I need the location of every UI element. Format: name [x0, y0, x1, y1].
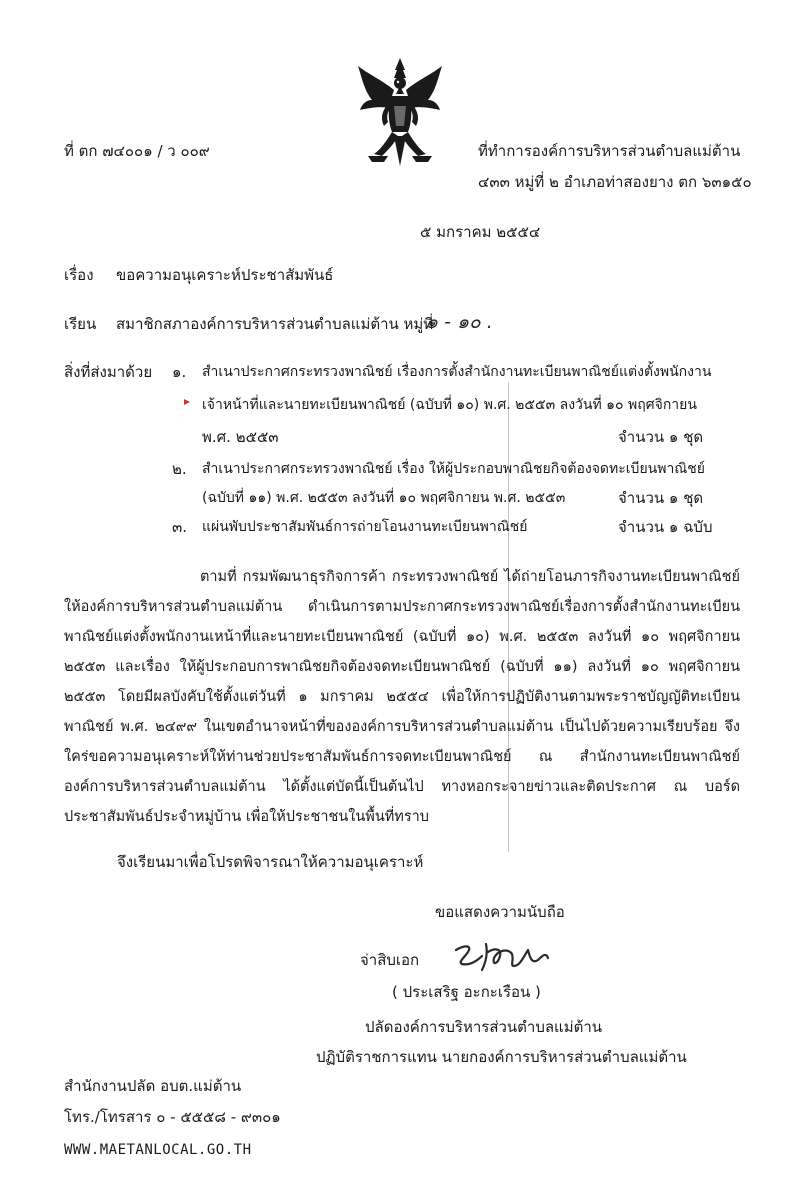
enclosure-1-quantity: จำนวน ๑ ชุด [618, 428, 704, 446]
body-paragraph [64, 562, 740, 832]
org-address-line-1: ที่ทำการองค์การบริหารส่วนตำบลแม่ต้าน [478, 142, 741, 160]
enclosure-3-quantity: จำนวน ๑ ฉบับ [618, 518, 713, 536]
enclosure-1-line-1: สำเนาประกาศกระทรวงพาณิชย์ เรื่องการตั้งสำนักงานทะเบียนพาณิชย์แต่งตั้งพนักงาน [202, 364, 712, 380]
signer-rank: จ่าสิบเอก [360, 951, 420, 969]
footer-website: WWW.MAETANLOCAL.GO.TH [64, 1142, 252, 1158]
red-asterisk-mark [183, 398, 191, 406]
footer-office: สำนักงานปลัด อบต.แม่ต้าน [64, 1077, 242, 1095]
enclosures-label: สิ่งที่ส่งมาด้วย [64, 363, 153, 381]
reference-number: ที่ ตก ๗๔๐๐๑ / ว ๐๐๙ [64, 142, 210, 160]
enclosure-2-number: ๒. [172, 460, 187, 478]
enclosure-3-line-1: แผ่นพับประชาสัมพันธ์การถ่ายโอนงานทะเบียนพาณิชย์ [202, 519, 528, 535]
closing-request: จึงเรียนมาเพื่อโปรดพิจารณาให้ความอนุเคราะห์ [117, 853, 424, 871]
regards: ขอแสดงความนับถือ [435, 903, 565, 921]
garuda-emblem [354, 56, 446, 168]
subject-text: ขอความอนุเคราะห์ประชาสัมพันธ์ [116, 266, 334, 284]
subject-label: เรื่อง [64, 266, 94, 284]
enclosure-1-line-3: พ.ศ. ๒๕๕๓ [202, 428, 279, 446]
recipient-text: สมาชิกสภาองค์การบริหารส่วนตำบลแม่ต้าน หมู่ที่ [116, 315, 434, 333]
signer-position-2: ปฏิบัติราชการแทน นายกองค์การบริหารส่วนตำบลแม่ต้าน [316, 1048, 687, 1066]
footer-phone: โทร./โทรสาร ๐ - ๕๕๕๘ - ๙๓๐๑ [64, 1108, 281, 1126]
signer-position-1: ปลัดองค์การบริหารส่วนตำบลแม่ต้าน [365, 1018, 603, 1036]
recipient-handwritten-villages: ๑ - ๑๐ . [426, 311, 493, 333]
document-date: ๕ มกราคม ๒๕๕๔ [420, 223, 541, 241]
enclosure-1-number: ๑. [172, 363, 187, 381]
handwritten-signature [452, 936, 562, 976]
enclosure-1-line-2: เจ้าหน้าที่และนายทะเบียนพาณิชย์ (ฉบับที่ ๑๐) พ.ศ. ๒๕๕๓ ลงวันที่ ๑๐ พฤศจิกายน [202, 397, 697, 413]
enclosure-2-line-1: สำเนาประกาศกระทรวงพาณิชย์ เรื่อง ให้ผู้ประกอบพาณิชยกิจต้องจดทะเบียนพาณิชย์ [202, 461, 706, 477]
org-address-line-2: ๔๓๓ หมู่ที่ ๒ อำเภอท่าสองยาง ตก ๖๓๑๕๐ [478, 173, 752, 191]
signer-name: ( ประเสริฐ อะกะเรือน ) [392, 983, 541, 1001]
enclosure-2-quantity: จำนวน ๑ ชุด [618, 489, 704, 507]
recipient-label: เรียน [64, 315, 97, 333]
body-paragraph-text: ตามที่ กรมพัฒนาธุรกิจการค้า กระทรวงพาณิชย์ ได้ถ่ายโอนภารกิจงานทะเบียนพาณิชย์ ให้องค์การบริหารส่วนตำบลแม่ต้าน ดำเนินการตามประกาศกระทรวงพาณิชย์เรื่องการตั้งสำนักงานทะเบียนพาณิชย์แต่งตั้งพนักงานเหน้าที่และนายทะเบียนพาณิชย์ (ฉบับที่ ๑๐) พ.ศ. ๒๕๕๓ ลงวันที่ ๑๐ พฤศจิกายน ๒๕๕๓ และเรื่อง ให้ผู้ประกอบการพาณิชยกิจต้องจดทะเบียนพาณิชย์ (ฉบับที่ ๑๑) ลงวันที่ ๑๐ พฤศจิกายน ๒๕๕๓ โดยมีผลบังคับใช้ตั้งแต่วันที่ ๑ มกราคม ๒๕๕๔ เพื่อให้การปฏิบัติงานตามพระราชบัญญัติทะเบียนพาณิชย์ พ.ศ. ๒๔๙๙ ในเขตอำนาจหน้าที่ขององค์การบริหารส่วนตำบลแม่ต้าน เป็นไปด้วยความเรียบร้อย จึงใคร่ขอความอนุเคราะห์ให้ท่านช่วยประชาสัมพันธ์การจดทะเบียนพาณิชย์ ณ สำนักงานทะเบียนพาณิชย์ องค์การบริหารส่วนตำบลแม่ต้าน ได้ตั้งแต่บัดนี้เป็นต้นไป ทางหอกระจายข่าวและติดประกาศ ณ บอร์ดประชาสัมพันธ์ประจำหมู่บ้าน เพื่อให้ประชาชนในพื้นที่ทราบ [64, 569, 740, 825]
enclosure-2-line-2: (ฉบับที่ ๑๑) พ.ศ. ๒๕๕๓ ลงวันที่ ๑๐ พฤศจิกายน พ.ศ. ๒๕๕๓ [202, 490, 566, 506]
enclosure-3-number: ๓. [172, 518, 188, 536]
